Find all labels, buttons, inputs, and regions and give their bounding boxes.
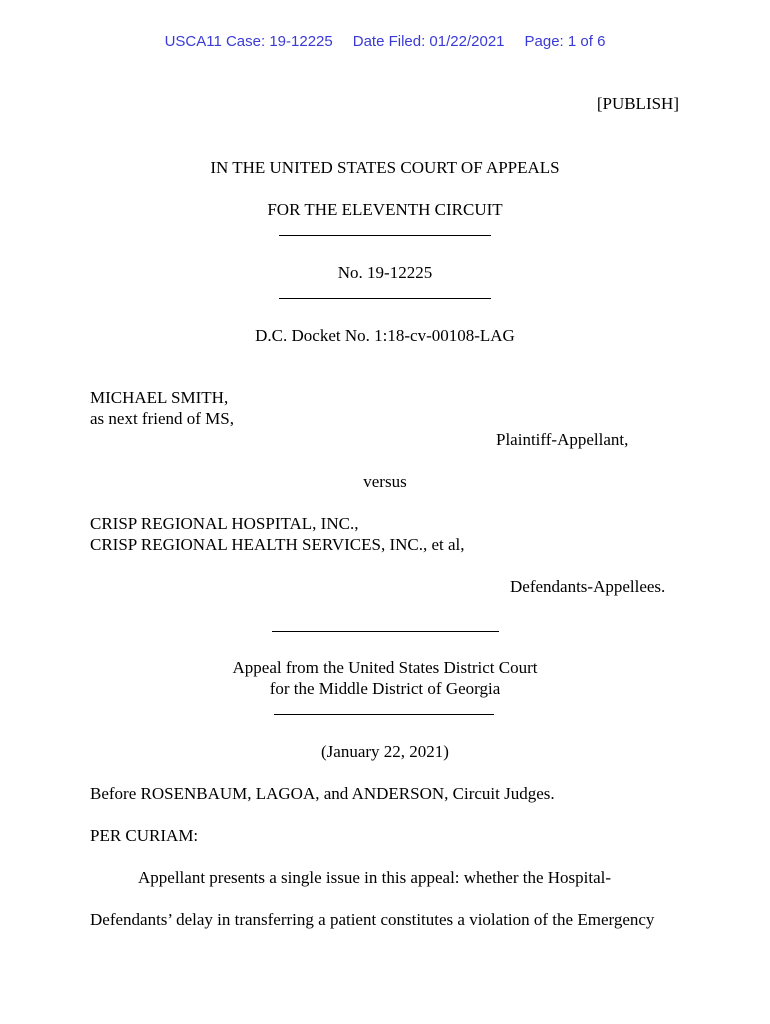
case-number: No. 19-12225 <box>337 263 433 282</box>
divider-rule <box>274 714 494 715</box>
divider-rule <box>279 235 491 236</box>
plaintiff-role: Plaintiff-Appellant, <box>496 430 629 449</box>
plaintiff-name: MICHAEL SMITH, <box>90 388 229 407</box>
appeal-line-1: Appeal from the United States District Court <box>232 658 538 677</box>
docket-number: D.C. Docket No. 1:18-cv-00108-LAG <box>255 326 515 345</box>
case-stamp: USCA11 Case: 19-12225 <box>164 33 333 50</box>
panel-judges: Before ROSENBAUM, LAGOA, and ANDERSON, Circuit Judges. <box>90 784 555 803</box>
defendants-role: Defendants-Appellees. <box>510 577 666 596</box>
opinion-text-line-1: Appellant presents a single issue in this appeal: whether the Hospital- <box>138 868 612 887</box>
plaintiff-capacity: as next friend of MS, <box>90 409 235 428</box>
divider-rule <box>272 631 499 632</box>
divider-rule <box>279 298 491 299</box>
defendant-line-2: CRISP REGIONAL HEALTH SERVICES, INC., et al, <box>90 535 465 554</box>
appeal-line-2: for the Middle District of Georgia <box>269 679 501 698</box>
opinion-text-line-2: Defendants’ delay in transferring a patient constitutes a violation of the Emergency <box>90 910 655 929</box>
per-curiam-heading: PER CURIAM: <box>90 826 199 845</box>
publish-label: [PUBLISH] <box>596 94 679 113</box>
court-name: IN THE UNITED STATES COURT OF APPEALS <box>210 158 560 177</box>
decision-date: (January 22, 2021) <box>321 742 449 761</box>
circuit-name: FOR THE ELEVENTH CIRCUIT <box>267 200 503 219</box>
defendant-line-1: CRISP REGIONAL HOSPITAL, INC., <box>90 514 359 533</box>
page-count-stamp: Page: 1 of 6 <box>524 33 606 50</box>
versus-label: versus <box>363 472 407 491</box>
date-filed-stamp: Date Filed: 01/22/2021 <box>352 33 505 50</box>
filing-stamp <box>0 33 770 50</box>
